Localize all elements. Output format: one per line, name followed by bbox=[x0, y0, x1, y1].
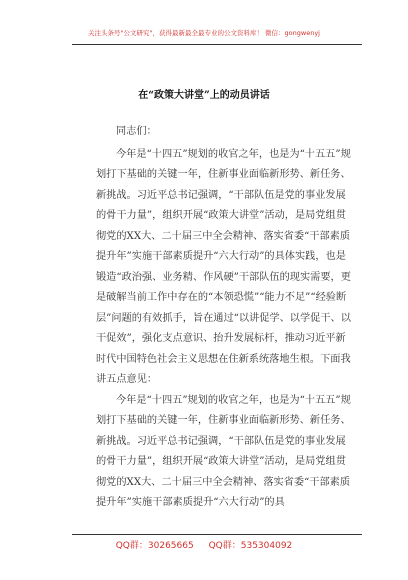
footer-divider bbox=[72, 534, 362, 535]
footer-qq-group-2: QQ群：535304092 bbox=[208, 541, 293, 551]
body-paragraph: 今年是“十四五”规划的收官之年，也是为“十五五”规划打下基础的关键一年，住新事业面临新形势、新任务、新挑战。习近平总书记强调，“干部队伍是党的事业发展的骨干力量”，组织开展“政策大讲堂”活动，是局党组贯彻党的XX大、二十届三中全会精神、落实省委“干部素质提升年”实施干部素质提升“六大行动”的具体实践，也是锻造“政治强、业务精、作风硬”干部队伍的现实需要，更是破解当前工作中存在的“本领恐慌”“能力不足”“经验断层”问题的有效抓手，旨在通过“以讲促学、以学促干、以干促效”，强化支点意识、抬升发展标杆，推动习近平新时代中国特色社会主义思想在住新系统落地生根。下面我讲五点意见： bbox=[96, 148, 351, 385]
document-body bbox=[96, 122, 351, 514]
footer-qq-group-1: QQ群：30265665 bbox=[115, 541, 194, 551]
document-title: 在“政策大讲堂”上的动员讲话 bbox=[138, 90, 270, 101]
header-banner: 关注头条号"公文研究"，获得最新最全最专业的公文资料库！ 微信：gongwenyj bbox=[88, 29, 320, 37]
header-divider bbox=[72, 44, 362, 45]
footer bbox=[0, 538, 408, 551]
body-paragraph: 今年是“十四五”规划的收官之年，也是为“十五五”规划打下基础的关键一年，住新事业面临新形势、新任务、新挑战。习近平总书记强调，“干部队伍是党的事业发展的骨干力量”，组织开展“政策大讲堂”活动，是局党组贯彻党的XX大、二十届三中全会精神、落实省委“干部素质提升年”实施干部素质提升“六大行动”的具 bbox=[96, 394, 351, 508]
salutation: 同志们： bbox=[116, 126, 157, 137]
